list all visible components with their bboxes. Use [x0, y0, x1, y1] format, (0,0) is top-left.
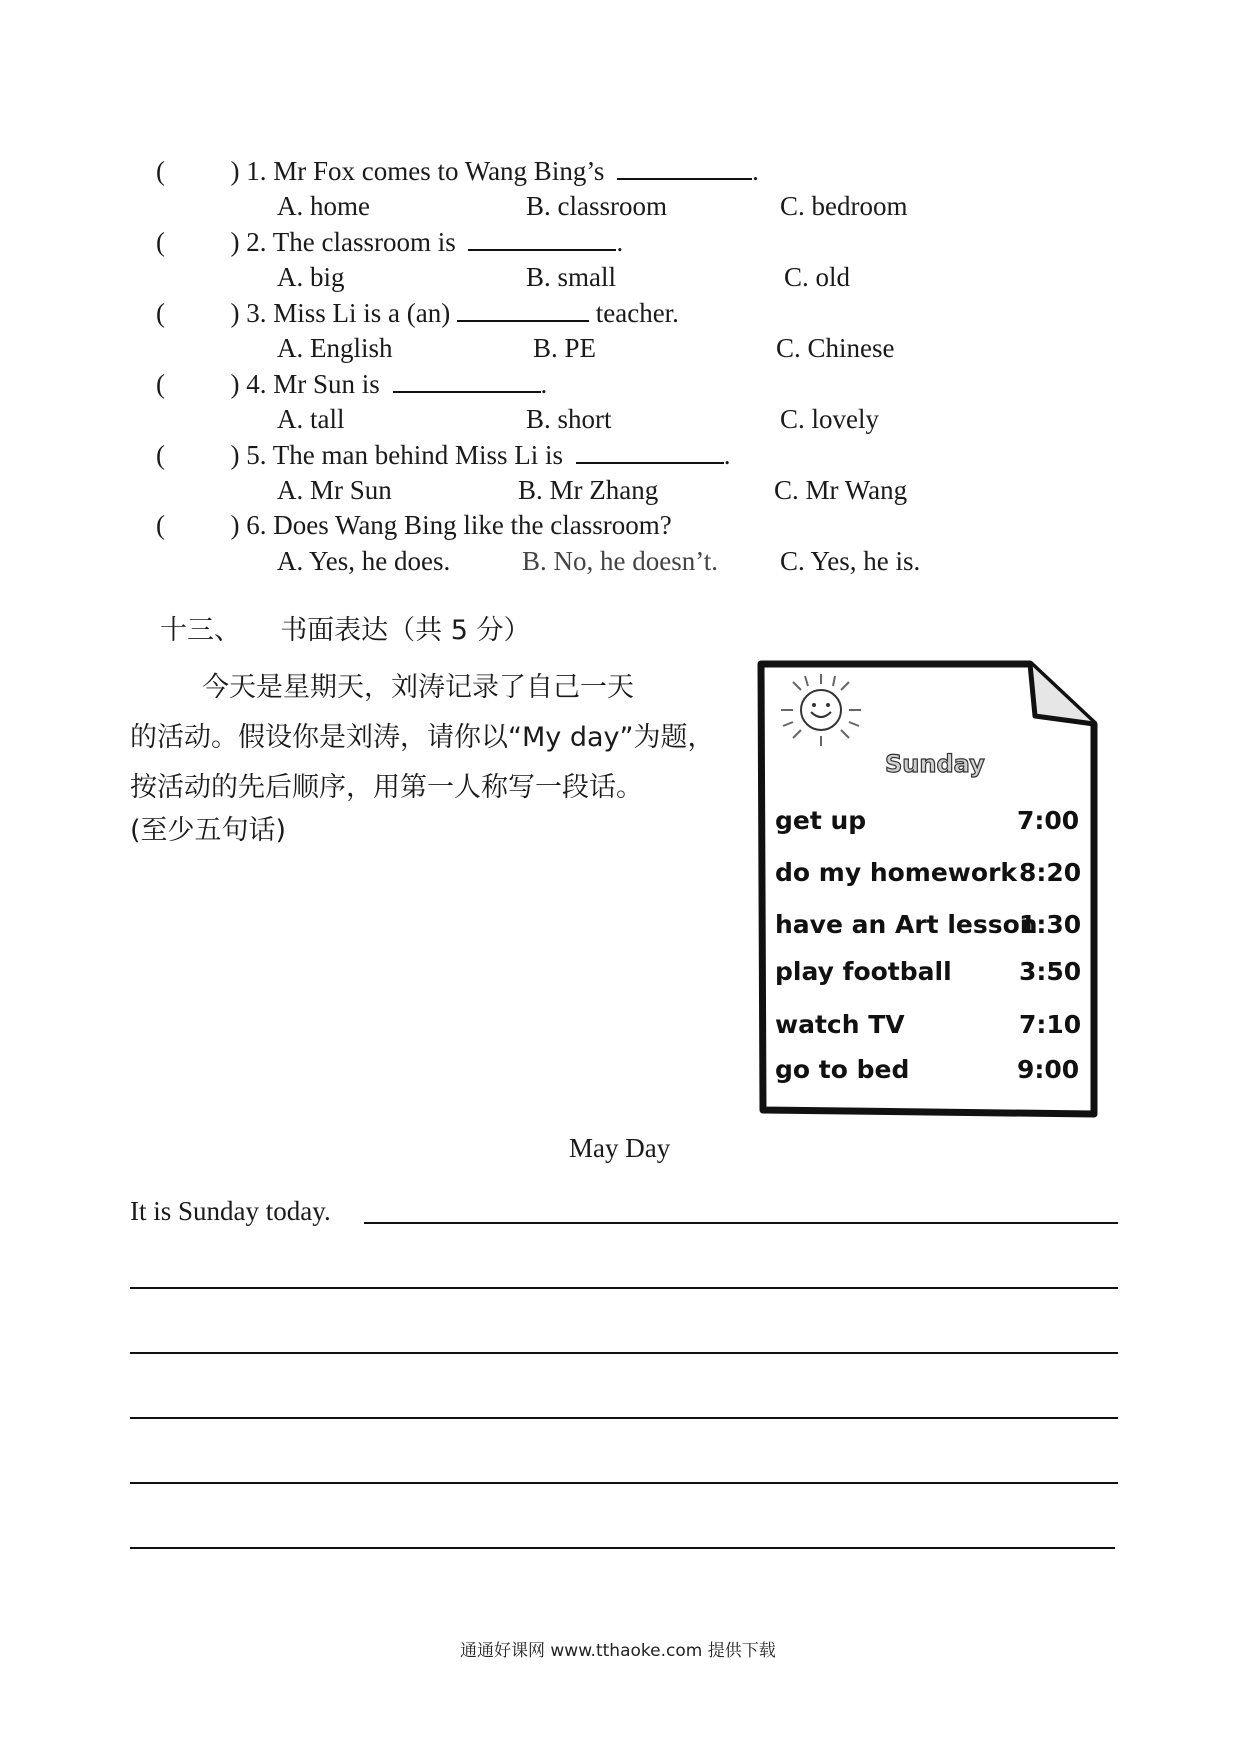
answer-paren-open: (	[156, 156, 165, 186]
sun-icon	[773, 670, 873, 750]
activity-name: do my homework	[775, 858, 1018, 887]
answer-paren-open: (	[156, 440, 165, 470]
question-2	[156, 225, 623, 258]
option-c[interactable]: C. lovely	[780, 404, 879, 434]
answer-paren-open: (	[156, 227, 165, 257]
option-c[interactable]: C. Yes, he is.	[780, 546, 921, 576]
question-stem: 4. Mr Sun is	[246, 369, 380, 399]
fill-blank[interactable]	[457, 296, 589, 322]
fill-blank[interactable]	[393, 367, 541, 393]
answer-paren-close: )	[230, 440, 240, 470]
question-stem: 1. Mr Fox comes to Wang Bing’s	[246, 156, 605, 186]
option-b[interactable]: B. short	[526, 404, 612, 434]
option-b[interactable]: B. Mr Zhang	[518, 475, 659, 505]
card-day: Sunday	[885, 750, 985, 778]
instruction-block	[130, 663, 740, 849]
option-b[interactable]: B. No, he doesn’t.	[522, 546, 718, 576]
writing-title: May Day	[569, 1133, 671, 1163]
option-c[interactable]: C. old	[784, 262, 851, 292]
question-tail: .	[616, 227, 624, 257]
question-1	[156, 154, 759, 187]
question-stem: 5. The man behind Miss Li is	[246, 440, 563, 470]
activity-name: go to bed	[775, 1055, 910, 1084]
writing-line-3[interactable]	[130, 1352, 1118, 1354]
question-stem: 6. Does Wang Bing like the classroom?	[246, 510, 672, 540]
option-a[interactable]: A. tall	[277, 404, 345, 434]
writing-starter: It is Sunday today.	[130, 1196, 331, 1226]
fill-blank[interactable]	[468, 225, 616, 251]
option-a[interactable]: A. English	[277, 333, 393, 363]
section-heading	[160, 608, 531, 647]
answer-paren-open: (	[156, 298, 165, 328]
activity-name: get up	[775, 806, 867, 835]
answer-paren-close: )	[230, 298, 240, 328]
fill-blank[interactable]	[617, 154, 752, 180]
question-stem: 3. Miss Li is a (an)	[246, 298, 451, 328]
option-a[interactable]: A. big	[277, 262, 345, 292]
option-b[interactable]: B. small	[526, 262, 617, 292]
question-tail: teacher.	[588, 298, 679, 328]
option-a[interactable]: A. home	[277, 191, 370, 221]
activity-name: have an Art lesson	[775, 910, 1038, 939]
activity-name: play football	[775, 957, 952, 986]
section-title: 书面表达（共 5 分）	[280, 615, 531, 646]
writing-line-6[interactable]	[130, 1547, 1115, 1549]
activity-time: 9:00	[1017, 1055, 1080, 1084]
instruction-line-4: (至少五句话)	[130, 815, 287, 846]
activity-time: 3:50	[1019, 957, 1082, 986]
question-4	[156, 367, 547, 400]
fill-blank[interactable]	[576, 438, 724, 464]
question-3	[156, 296, 679, 329]
activity-time: 1:30	[1019, 910, 1082, 939]
question-tail: .	[540, 369, 548, 399]
question-stem: 2. The classroom is	[246, 227, 456, 257]
writing-line-2[interactable]	[130, 1287, 1118, 1289]
answer-paren-open: (	[156, 369, 165, 399]
option-b[interactable]: B. classroom	[526, 191, 667, 221]
instruction-line-1: 今天是星期天，刘涛记录了自己一天	[202, 672, 634, 703]
option-c[interactable]: C. Mr Wang	[774, 475, 908, 505]
schedule-card	[755, 658, 1100, 1123]
activity-time: 7:00	[1017, 806, 1080, 835]
question-6	[156, 509, 672, 541]
option-a[interactable]: A. Mr Sun	[277, 475, 392, 505]
question-tail: .	[752, 156, 759, 186]
section-number: 十三、	[160, 615, 241, 646]
question-tail: .	[723, 440, 731, 470]
answer-paren-open: (	[156, 510, 165, 540]
option-c[interactable]: C. bedroom	[780, 191, 908, 221]
option-b[interactable]: B. PE	[533, 333, 597, 363]
activity-time: 7:10	[1019, 1010, 1082, 1039]
writing-line-5[interactable]	[130, 1482, 1118, 1484]
activity-name: watch TV	[775, 1010, 905, 1039]
instruction-line-2: 的活动。假设你是刘涛，请你以“My day”为题，	[130, 722, 715, 753]
activity-time: 8:20	[1019, 858, 1082, 887]
footer-credit: 通通好课网 www.tthaoke.com 提供下载	[460, 1641, 776, 1661]
answer-paren-close: )	[230, 227, 240, 257]
answer-paren-close: )	[230, 369, 240, 399]
answer-paren-close: )	[230, 510, 240, 540]
instruction-line-3: 按活动的先后顺序，用第一人称写一段话。	[130, 772, 643, 803]
writing-line-4[interactable]	[130, 1417, 1118, 1419]
question-5	[156, 438, 731, 471]
option-a[interactable]: A. Yes, he does.	[277, 546, 451, 576]
writing-line-1[interactable]	[364, 1222, 1118, 1224]
option-c[interactable]: C. Chinese	[776, 333, 895, 363]
answer-paren-close: )	[230, 156, 240, 186]
